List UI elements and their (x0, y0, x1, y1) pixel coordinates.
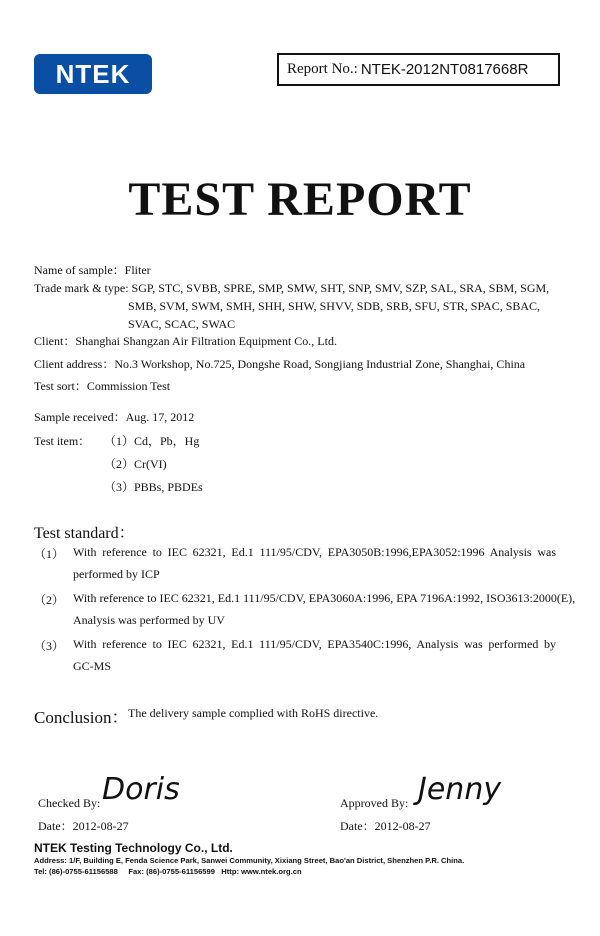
approved-by-label: Approved By: (340, 796, 409, 810)
test-item-2: （2）Cr(VI) (104, 457, 167, 471)
standard-2-text (73, 587, 576, 631)
conclusion-label: Conclusion： (34, 708, 129, 727)
approved-by-signature: Jenny (418, 772, 502, 807)
standard-3-text (73, 633, 556, 677)
client: Client：Shanghai Shangzan Air Filtration Equipment Co., Ltd. (34, 334, 337, 348)
trademark-line-1: Trade mark & type: SGP, STC, SVBB, SPRE, SMP, SMW, SHT, SNP, SMV, SZP, SAL, SRA, SBM, SGM, (34, 281, 550, 295)
standard-2-line-1: With reference to IEC 62321, Ed.1 111/95/CDV, EPA3060A:1996, EPA 7196A:1992, ISO3613:2000(E), (73, 591, 576, 605)
test-standard-heading: Test standard： (34, 525, 135, 542)
standard-3-line-2: GC-MS (73, 659, 112, 673)
document-title: TEST REPORT (128, 173, 472, 226)
test-item-label: Test item： (34, 434, 91, 448)
test-item-3: （3）PBBs, PBDEs (104, 480, 203, 494)
trademark-line-3: SVAC, SCAC, SWAC (128, 317, 236, 331)
standard-3-number: （3） (34, 639, 65, 653)
logo-text: NTEK (55, 58, 131, 89)
ntek-logo (34, 54, 152, 94)
conclusion-text: The delivery sample complied with RoHS directive. (128, 706, 379, 720)
standard-2-number: （2） (34, 593, 65, 607)
report-number-box (277, 53, 560, 86)
footer-address: Address: 1/F, Building E, Fenda Science Park, Sanwei Community, Xixiang Street, Bao'an District, Shenzhen P.R. China. (34, 856, 465, 865)
report-number-label: Report No.: (287, 61, 358, 77)
approved-date: Date：2012-08-27 (340, 819, 431, 833)
test-item-1: （1）Cd，Pb，Hg (104, 434, 200, 448)
sample-received: Sample received：Aug. 17, 2012 (34, 410, 195, 424)
footer-company: NTEK Testing Technology Co., Ltd. (34, 841, 233, 855)
standard-1-text (73, 541, 556, 585)
checked-date: Date：2012-08-27 (38, 819, 129, 833)
trademark-line-2: SMB, SVM, SWM, SMH, SHH, SHW, SHVV, SDB, SRB, SFU, STR, SPAC, SBAC, (128, 299, 541, 313)
checked-by-label: Checked By: (38, 796, 101, 810)
sample-name: Name of sample：Fliter (34, 263, 151, 277)
client-address: Client address：No.3 Workshop, No.725, Dongshe Road, Songjiang Industrial Zone, Shanghai, China (34, 357, 526, 371)
standard-2-line-2: Analysis was performed by UV (73, 613, 225, 627)
report-number-value: NTEK-2012NT0817668R (360, 61, 529, 78)
standard-1-line-1: With reference to IEC 62321, Ed.1 111/95/CDV, EPA3050B:1996,EPA3052:1996 Analysis was (73, 545, 556, 559)
checked-by-signature: Doris (102, 772, 180, 807)
test-sort: Test sort：Commission Test (34, 379, 171, 393)
standard-1-line-2: performed by ICP (73, 567, 160, 581)
standard-1-number: （1） (34, 547, 65, 561)
footer-contact: Tel: (86)-0755-61156588 Fax: (86)-0755-61156599 Http: www.ntek.org.cn (34, 867, 302, 876)
standard-3-line-1: With reference to IEC 62321, Ed.1 111/95/CDV, EPA3540C:1996, Analysis was performed by (73, 637, 556, 651)
